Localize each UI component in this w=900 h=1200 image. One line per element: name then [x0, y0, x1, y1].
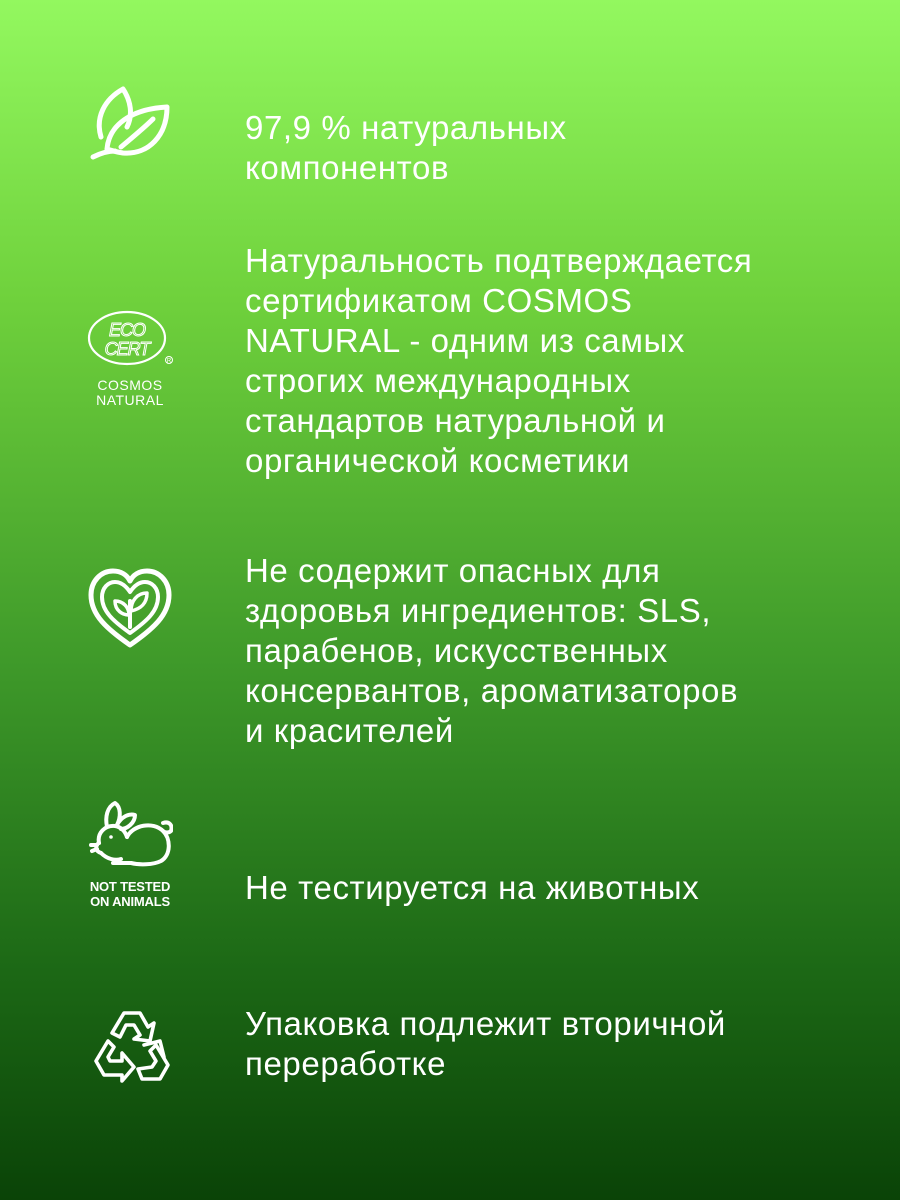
leaf-icon [80, 85, 180, 165]
feature-text: Не тестируется на животных [245, 869, 700, 906]
rabbit-icon [80, 796, 180, 911]
cosmos-natural-caption: COSMOS NATURAL [96, 377, 164, 408]
svg-text:CERT: CERT [104, 339, 150, 359]
feature-text: 97,9 % натуральных компонентов [245, 109, 567, 186]
not-tested-caption: NOT TESTED ON ANIMALS [89, 878, 171, 909]
svg-text:ECO: ECO [108, 320, 146, 340]
feature-text: Натуральность подтверждается сертификатом COSMOS NATURAL - одним из самых строгих международных стандартов натуральной и органической косметики [245, 242, 753, 479]
heart-sprout-icon [80, 566, 180, 650]
feature-text: Упаковка подлежит вторичной переработке [245, 1005, 726, 1082]
svg-text:R: R [166, 358, 172, 365]
recycle-icon [80, 1002, 180, 1097]
ecocert-icon [80, 308, 180, 408]
feature-text: Не содержит опасных для здоровья ингредиентов: SLS, парабенов, искусственных консервантов, ароматизаторов и красителей [245, 552, 739, 749]
